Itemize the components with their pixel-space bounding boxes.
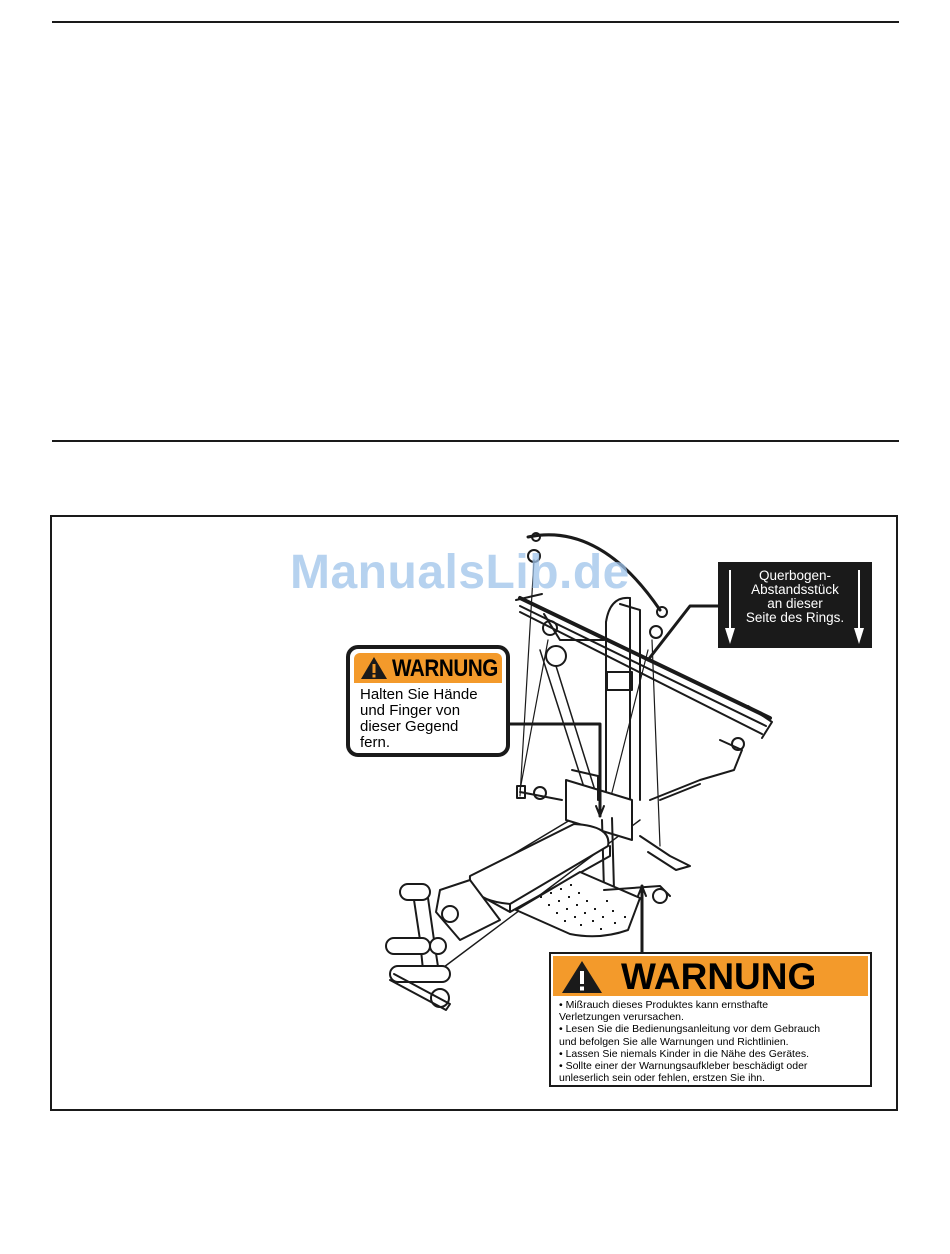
tag-line: an dieser: [767, 596, 823, 611]
warning-label-general: [549, 952, 872, 1087]
spacer-tag-label: [718, 562, 872, 648]
warning-line: und befolgen Sie alle Warnungen und Richtlinien.: [559, 1035, 789, 1048]
warning-title: WARNUNG: [621, 956, 817, 997]
warning-triangle-icon: [561, 960, 603, 994]
arrow-down-icon: [854, 570, 864, 644]
tag-line: Querbogen-: [758, 568, 832, 583]
warning-line: • Sollte einer der Warnungsaufkleber beschädigt oder: [559, 1060, 808, 1073]
warning-line: • Lesen Sie die Bedienungsanleitung vor dem Gebrauch: [559, 1023, 821, 1036]
warning-text: [360, 687, 510, 751]
warning-line: Verletzungen verursachen.: [559, 1011, 684, 1024]
warning-line: dieser Gegend: [360, 718, 459, 735]
warning-title: WARNUNG: [392, 655, 498, 682]
warning-text: [559, 999, 867, 1084]
warning-line: unleserlich sein oder fehlen, erstzen Sie ihn.: [559, 1072, 766, 1085]
tag-line: Abstandsstück: [751, 582, 839, 597]
tag-line: Seite des Rings.: [745, 610, 845, 625]
warning-triangle-icon: [360, 656, 388, 680]
warning-header: [354, 653, 502, 683]
warning-line: und Finger von: [360, 702, 461, 719]
warning-header: [553, 956, 868, 996]
watermark-text: ManualsLib.de: [290, 546, 630, 599]
tag-text: [736, 569, 854, 625]
warning-label-hands: [346, 645, 510, 757]
warning-line: • Lassen Sie niemals Kinder in die Nähe des Gerätes.: [559, 1047, 809, 1060]
warning-line: • Mißrauch dieses Produktes kann ernsthafte: [559, 999, 769, 1011]
warning-line: fern.: [360, 734, 391, 751]
arrow-down-icon: [725, 570, 735, 644]
warning-line: Halten Sie Hände: [360, 686, 478, 703]
